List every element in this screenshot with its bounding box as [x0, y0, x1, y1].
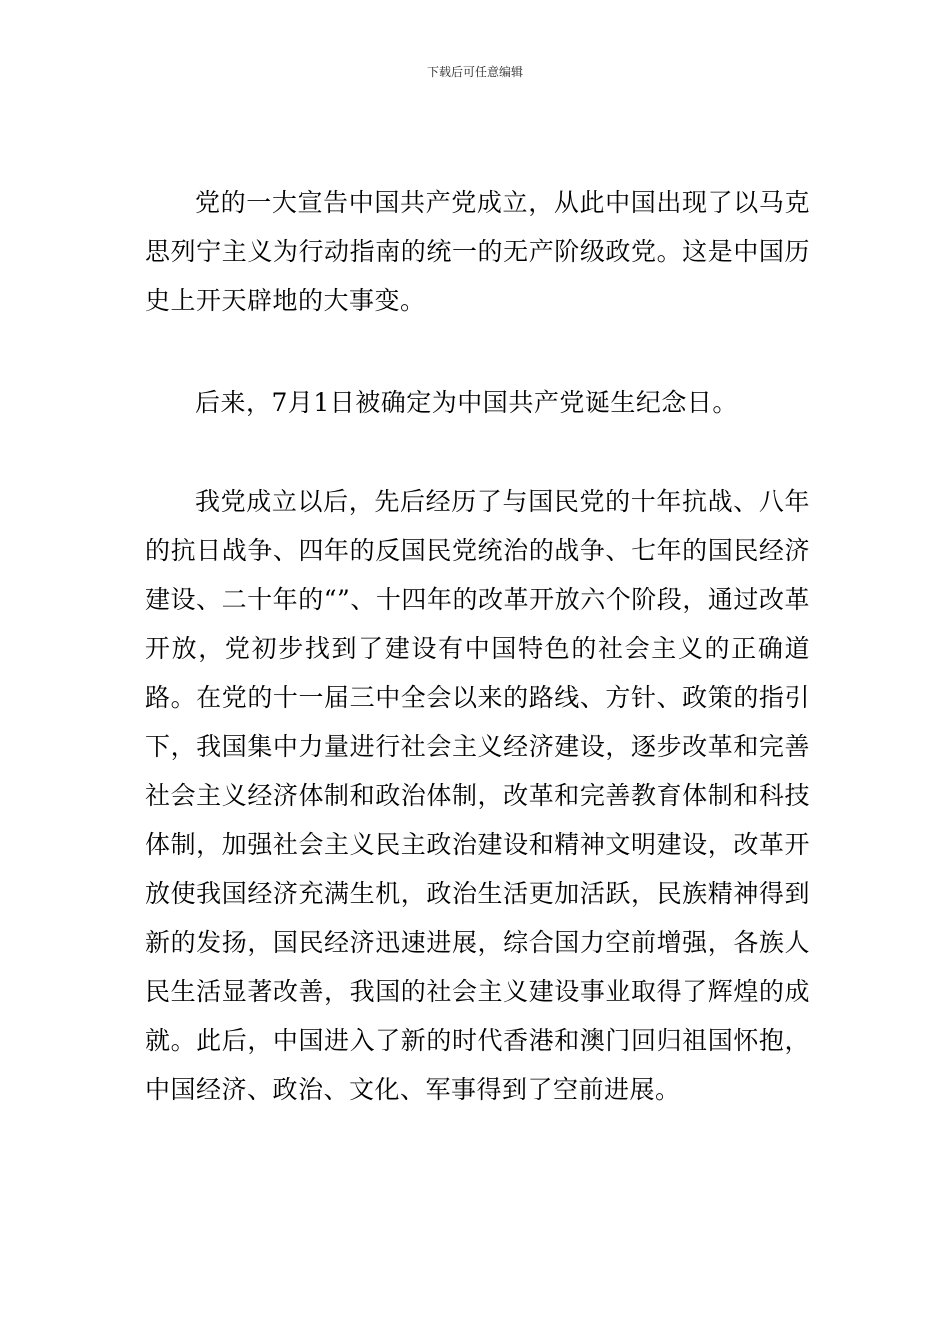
- page-header: 下载后可任意编辑: [426, 65, 523, 79]
- paragraph-text: 后来，7月1日被确定为中国共产党诞生纪念日。: [195, 388, 738, 417]
- paragraph-text: 党的一大宣告中国共产党成立，从此中国出现了以马克思列宁主义为行动指南的统一的无产阶级政党。这是中国历史上开天辟地的大事变。: [145, 188, 810, 315]
- paragraph-text: 我党成立以后，先后经历了与国民党的十年抗战、八年的抗日战争、四年的反国民党统治的战争、七年的国民经济建设、二十年的“”、十四年的改革开放六个阶段，通过改革开放，党初步找到了建设有中国特色的社会主义的正确道路。在党的十一届三中全会以来的路线、方针、政策的指引下，我国集中力量进行社会主义经济建设，逐步改革和完善社会主义经济体制和政治体制，改革和完善教育体制和科技体制，加强社会主义民主政治建设和精神文明建设，改革开放使我国经济充满生机，政治生活更加活跃，民族精神得到新的发扬，国民经济迅速进展，综合国力空前增强，各族人民生活显著改善，我国的社会主义建设事业取得了辉煌的成就。此后，中国进入了新的时代香港和澳门回归祖国怀抱，中国经济、政治、文化、军事得到了空前进展。: [145, 487, 810, 1104]
- paragraph-history: [145, 477, 810, 1114]
- paragraph-founding: [145, 178, 810, 325]
- paragraph-anniversary: [145, 378, 810, 427]
